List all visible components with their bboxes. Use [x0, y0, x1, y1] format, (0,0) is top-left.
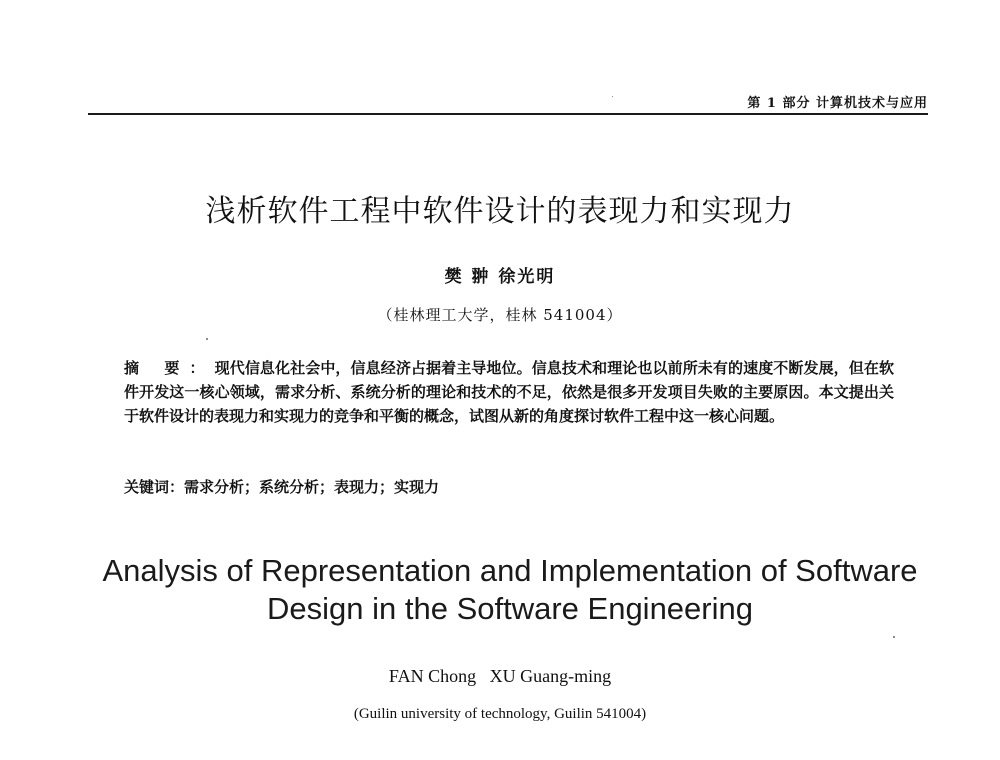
abstract-text: 现代信息化社会中，信息经济占据着主导地位。信息技术和理论也以前所未有的速度不断发展，但在软件开发这一核心领域，需求分析、系统分析的理论和技术的不足，依然是很多开发项目失败的主要原因。本文提出关于软件设计的表现力和实现力的竞争和平衡的概念，试图从新的角度探讨软件工程中这一核心问题。: [124, 359, 894, 425]
scan-speck: [612, 96, 613, 97]
keywords-label: 关键词：: [124, 478, 185, 496]
abstract-label: 摘 要：: [124, 359, 215, 377]
chinese-abstract: [124, 356, 894, 428]
english-authors: FAN Chong XU Guang-ming: [388, 666, 612, 686]
scan-speck: [206, 338, 208, 340]
running-header: 第 1 部分 计算机技术与应用: [747, 96, 928, 111]
english-title: [60, 552, 960, 628]
keywords-text: 需求分析；系统分析；表现力；实现力: [184, 478, 440, 496]
chinese-affiliation: （桂林理工大学，桂林 541004）: [377, 306, 623, 324]
english-title-line-1: Analysis of Representation and Implementation of Software: [102, 553, 918, 588]
english-title-line-2: Design in the Software Engineering: [267, 591, 753, 626]
header-rule: [88, 113, 928, 115]
scan-speck: [893, 636, 895, 638]
english-affiliation: (Guilin university of technology, Guilin 541004): [353, 706, 647, 722]
chinese-keywords: [124, 476, 894, 497]
chinese-authors: 樊 翀 徐光明: [444, 267, 556, 287]
chinese-title: 浅析软件工程中软件设计的表现力和实现力: [205, 194, 795, 229]
